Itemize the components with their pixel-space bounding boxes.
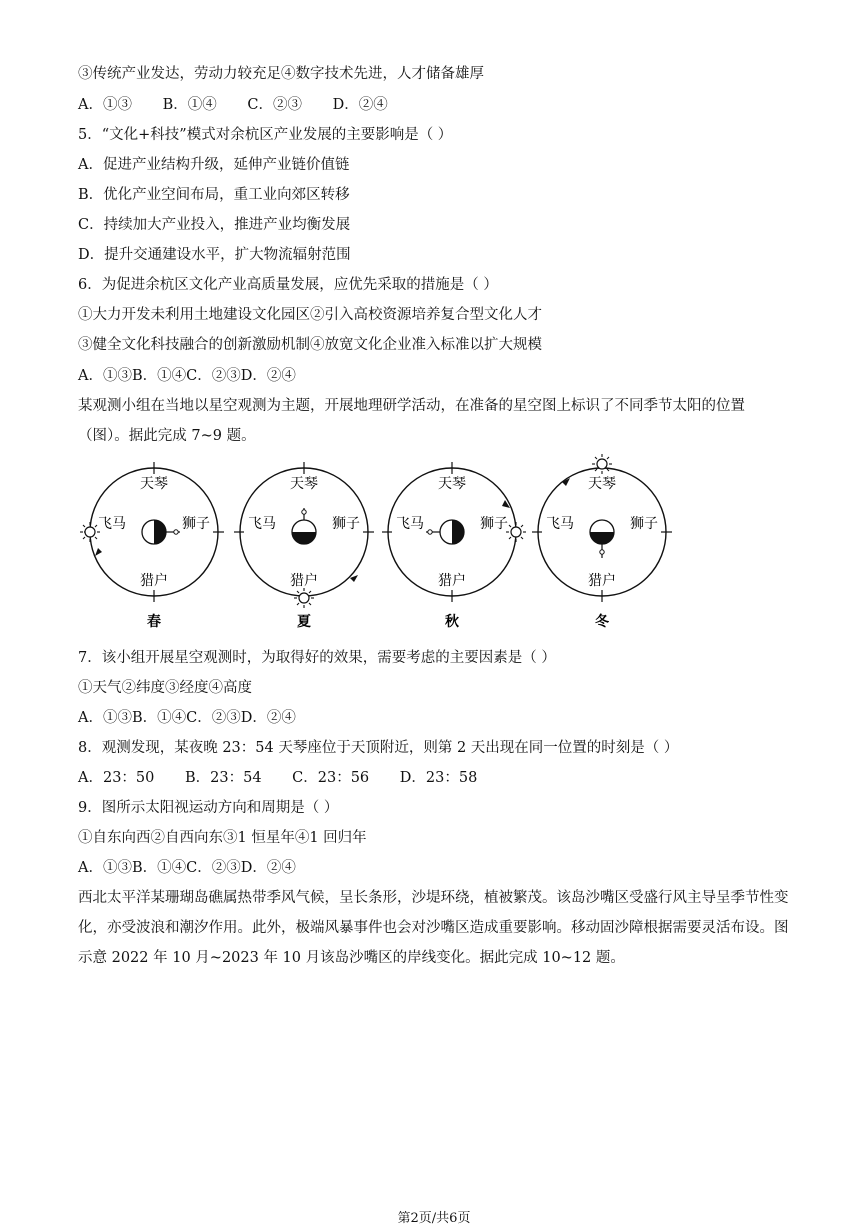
- q5-option-a: A．促进产业结构升级，延伸产业链价值链: [78, 157, 350, 173]
- label-pegasus: 飞马: [248, 516, 276, 532]
- option-a: A．①③: [78, 368, 132, 384]
- option-b: B．①④: [131, 710, 187, 726]
- option-b: B．①④: [162, 97, 217, 113]
- label-leo: 狮子: [630, 516, 658, 532]
- option-d: D．②④: [240, 710, 296, 726]
- sun-icon: [592, 454, 612, 474]
- q9-stem: 9．图所示太阳视运动方向和周期是（ ）: [78, 800, 339, 816]
- label-leo: 狮子: [182, 516, 210, 532]
- option-a: A．①③: [78, 860, 132, 876]
- label-orion: 猎户: [438, 573, 466, 589]
- q9-options: [78, 858, 296, 878]
- q7-statements: ①天气②纬度③经度④高度: [78, 680, 252, 696]
- season-autumn: 秋: [445, 614, 459, 630]
- label-lyra: 天琴: [588, 476, 616, 492]
- option-d: D．②④: [240, 368, 296, 384]
- q4-statements: ③传统产业发达，劳动力较充足④数字技术先进，人才储备雄厚: [78, 66, 484, 82]
- option-d: D．②④: [240, 860, 296, 876]
- option-b: B．①④: [131, 368, 187, 384]
- option-a: A．①③: [78, 710, 132, 726]
- label-pegasus: 飞马: [98, 516, 126, 532]
- season-spring: 春: [147, 614, 161, 630]
- label-orion: 猎户: [140, 573, 168, 589]
- star-map-winter: [532, 454, 672, 630]
- q7-stem: 7．该小组开展星空观测时，为取得好的效果，需要考虑的主要因素是（ ）: [78, 650, 556, 666]
- option-c: C．②③: [186, 368, 241, 384]
- star-map-autumn: [382, 462, 526, 630]
- sun-icon: [294, 588, 314, 608]
- sun-icon: [80, 522, 100, 542]
- label-orion: 猎户: [290, 573, 318, 589]
- q5-option-c: C．持续加大产业投入，推进产业均衡发展: [78, 217, 351, 233]
- q6-statements-1: ①大力开发未利用土地建设文化园区②引入高校资源培养复合型文化人才: [78, 307, 542, 323]
- q8-stem: 8．观测发现，某夜晚 23：54 天琴座位于天顶附近，则第 2 天出现在同一位置的时刻是（ ）: [78, 740, 679, 756]
- option-a: A．①③: [78, 97, 132, 113]
- option-a: A．23：50: [78, 770, 155, 786]
- q9-statements: ①自东向西②自西向东③1 恒星年④1 回归年: [78, 830, 367, 846]
- q7-options: [78, 708, 296, 728]
- season-summer: 夏: [297, 614, 311, 630]
- option-c: C．23：56: [292, 770, 370, 786]
- q6-stem: 6．为促进余杭区文化产业高质量发展，应优先采取的措施是（ ）: [78, 277, 498, 293]
- label-lyra: 天琴: [140, 476, 168, 492]
- q6-options: [78, 366, 296, 386]
- sun-icon: [506, 522, 526, 542]
- q8-options: [78, 768, 503, 788]
- q5-option-b: B．优化产业空间布局，重工业向郊区转移: [78, 187, 350, 203]
- intro-10-12: 西北太平洋某珊瑚岛礁属热带季风气候，呈长条形，沙堤环绕，植被繁茂。该岛沙嘴区受盛行风主导呈季节性变化，亦受波浪和潮汐作用。此外，极端风暴事件也会对沙嘴区造成重要影响。移动固沙障根据需要灵活布设。图示意 2022 年 10 月~2023 年 10 月该岛沙嘴区的岸线变化。据此完成 10~12 题。: [78, 890, 789, 966]
- label-leo: 狮子: [332, 516, 360, 532]
- option-c: C．②③: [186, 710, 241, 726]
- label-leo: 狮子: [480, 516, 508, 532]
- star-map-figure: [78, 448, 790, 638]
- intro-7-9: 某观测小组在当地以星空观测为主题，开展地理研学活动，在准备的星空图上标识了不同季节太阳的位置（图）。据此完成 7~9 题。: [78, 398, 745, 444]
- label-lyra: 天琴: [438, 476, 466, 492]
- label-lyra: 天琴: [290, 476, 318, 492]
- option-b: B．①④: [131, 860, 187, 876]
- star-map-summer: [234, 462, 374, 630]
- option-d: D．23：58: [399, 770, 478, 786]
- q4-options: [78, 95, 414, 115]
- season-winter: 冬: [595, 614, 609, 630]
- q5-option-d: D．提升交通建设水平，扩大物流辐射范围: [78, 247, 351, 263]
- q5-stem: 5．“文化+科技”模式对余杭区产业发展的主要影响是（ ）: [78, 127, 453, 143]
- page-number: 第2页/共6页: [397, 1211, 471, 1226]
- option-d: D．②④: [332, 97, 388, 113]
- label-pegasus: 飞马: [546, 516, 574, 532]
- option-c: C．②③: [186, 860, 241, 876]
- option-c: C．②③: [247, 97, 302, 113]
- q6-statements-2: ③健全文化科技融合的创新激励机制④放宽文化企业准入标准以扩大规模: [78, 337, 542, 353]
- star-map-spring: [80, 462, 224, 630]
- label-pegasus: 飞马: [396, 516, 424, 532]
- option-b: B．23：54: [184, 770, 262, 786]
- label-orion: 猎户: [588, 573, 616, 589]
